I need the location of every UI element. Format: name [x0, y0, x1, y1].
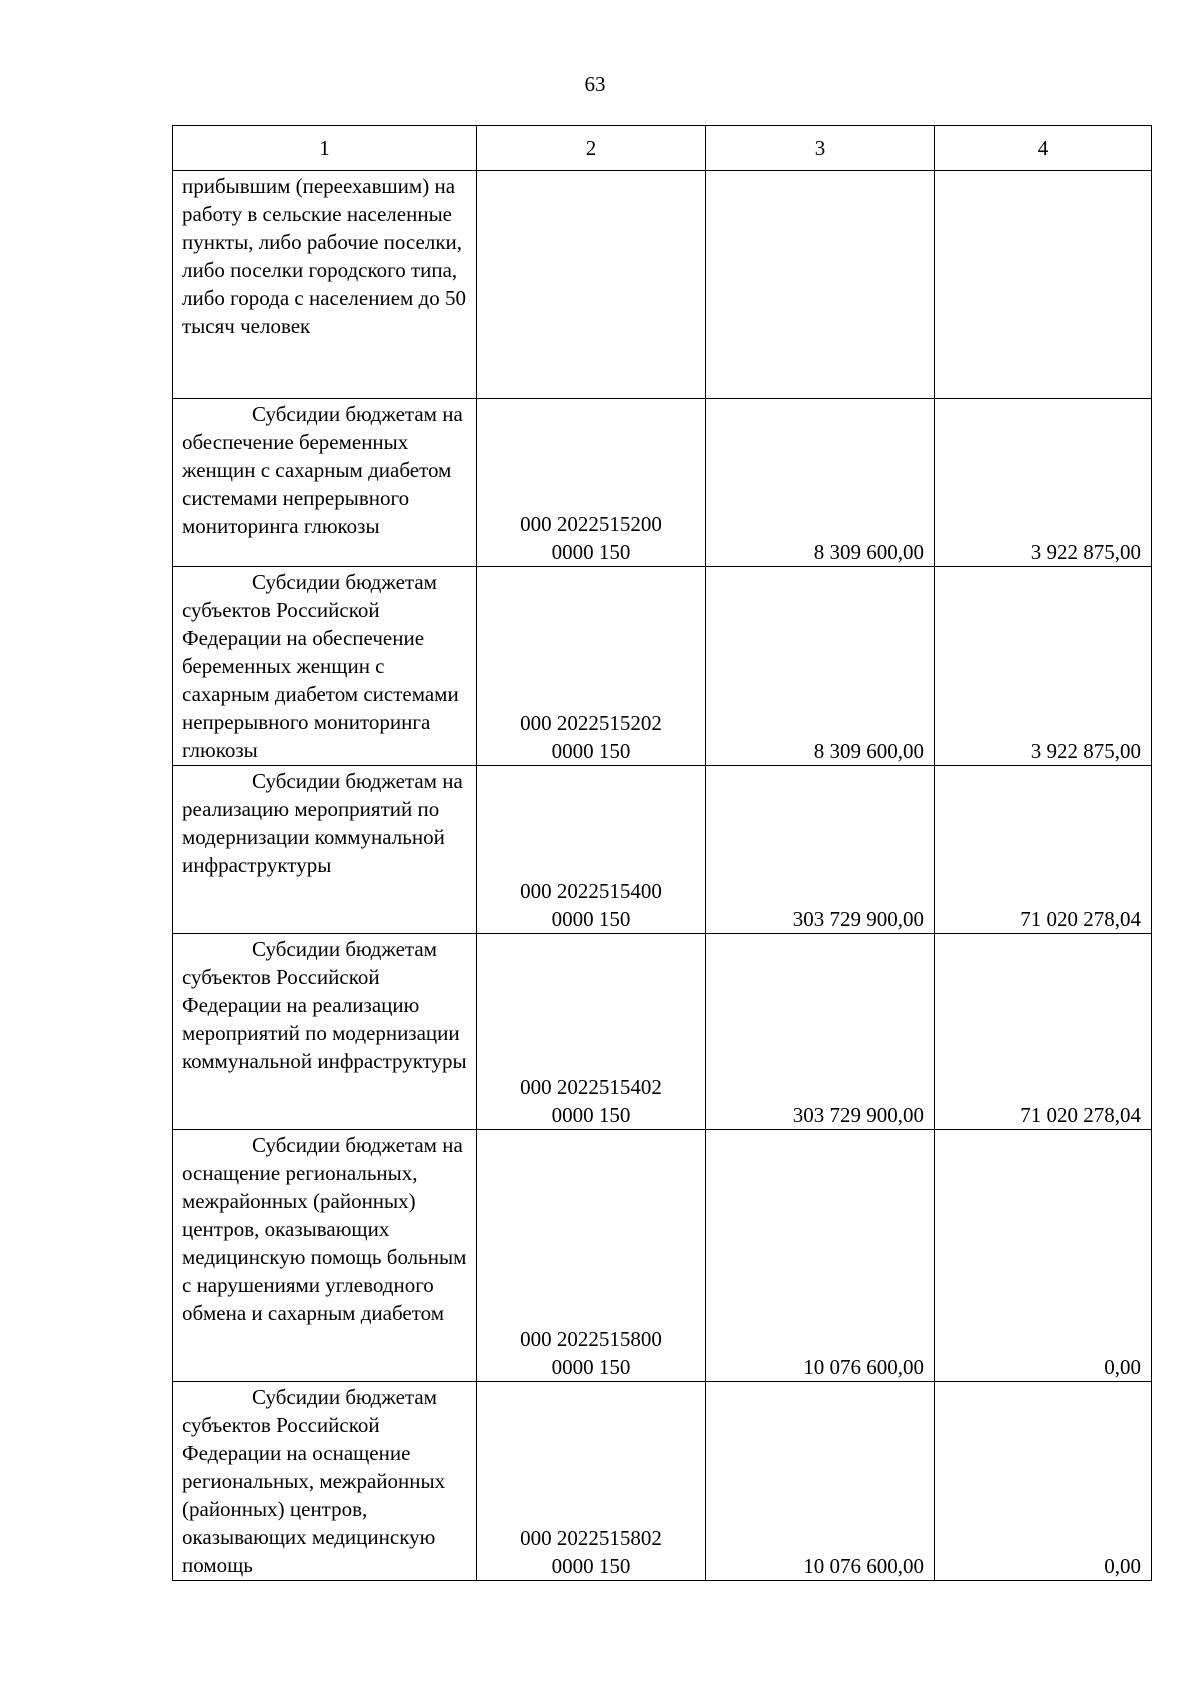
row-description: Субсидии бюджетам на оснащение региональных, межрайонных (районных) центров, оказывающих медицинскую помощь больным с нарушениями углеводного обмена и сахарным диабетом	[173, 1130, 477, 1382]
table-row	[173, 399, 1152, 567]
row-plan-value: 10 076 600,00	[706, 1382, 935, 1581]
row-description: Субсидии бюджетам на обеспечение беременных женщин с сахарным диабетом системами непрерывного мониторинга глюкозы	[173, 399, 477, 567]
row-plan-value: 8 309 600,00	[706, 399, 935, 567]
row-description: Субсидии бюджетам субъектов Российской Федерации на реализацию мероприятий по модернизации коммунальной инфраструктуры	[173, 934, 477, 1130]
row-fact-value	[935, 171, 1152, 399]
row-code: 000 2022515400 0000 150	[477, 766, 706, 934]
row-code: 000 2022515800 0000 150	[477, 1130, 706, 1382]
row-plan-value: 10 076 600,00	[706, 1130, 935, 1382]
row-description: прибывшим (переехавшим) на работу в сельские населенные пункты, либо рабочие поселки, либо поселки городского типа, либо города с населением до 50 тысяч человек	[173, 171, 477, 399]
table-row	[173, 1382, 1152, 1581]
row-fact-value: 0,00	[935, 1130, 1152, 1382]
row-fact-value: 71 020 278,04	[935, 766, 1152, 934]
row-code	[477, 171, 706, 399]
header-row	[173, 126, 1152, 171]
row-fact-value: 0,00	[935, 1382, 1152, 1581]
table-row	[173, 766, 1152, 934]
row-plan-value	[706, 171, 935, 399]
row-code: 000 2022515802 0000 150	[477, 1382, 706, 1581]
page-number: 63	[584, 72, 606, 96]
column-header-1: 1	[173, 126, 477, 171]
column-header-2: 2	[477, 126, 706, 171]
table-row	[173, 567, 1152, 766]
row-plan-value: 303 729 900,00	[706, 934, 935, 1130]
row-code: 000 2022515200 0000 150	[477, 399, 706, 567]
row-plan-value: 8 309 600,00	[706, 567, 935, 766]
table-row	[173, 1130, 1152, 1382]
row-fact-value: 3 922 875,00	[935, 399, 1152, 567]
row-fact-value: 3 922 875,00	[935, 567, 1152, 766]
column-header-3: 3	[706, 126, 935, 171]
table-row	[173, 171, 1152, 399]
row-code: 000 2022515402 0000 150	[477, 934, 706, 1130]
table-row	[173, 934, 1152, 1130]
budget-table	[172, 125, 1152, 1581]
row-description: Субсидии бюджетам на реализацию мероприятий по модернизации коммунальной инфраструктуры	[173, 766, 477, 934]
row-description: Субсидии бюджетам субъектов Российской Федерации на оснащение региональных, межрайонных (районных) центров, оказывающих медицинскую помощь	[173, 1382, 477, 1581]
row-code: 000 2022515202 0000 150	[477, 567, 706, 766]
row-fact-value: 71 020 278,04	[935, 934, 1152, 1130]
row-plan-value: 303 729 900,00	[706, 766, 935, 934]
row-description: Субсидии бюджетам субъектов Российской Федерации на обеспечение беременных женщин с сахарным диабетом системами непрерывного мониторинга глюкозы	[173, 567, 477, 766]
column-header-4: 4	[935, 126, 1152, 171]
